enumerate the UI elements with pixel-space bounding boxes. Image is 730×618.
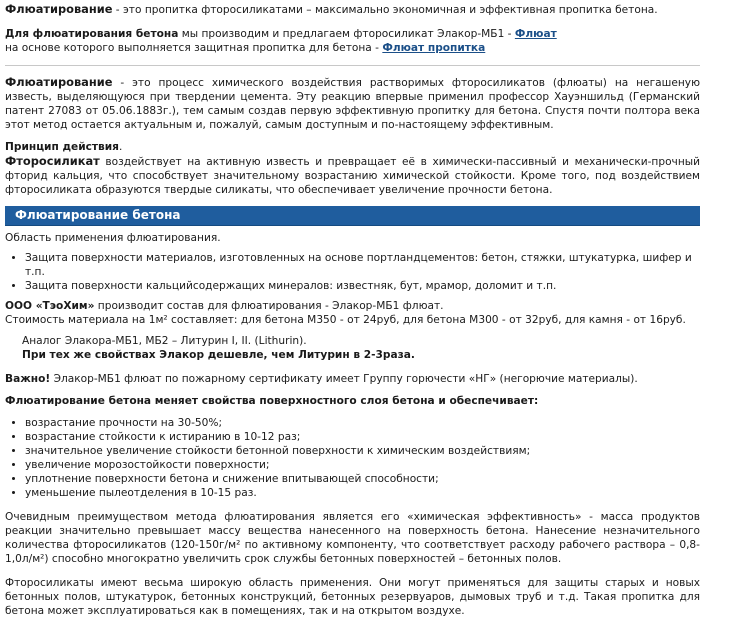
properties-heading: Флюатирование бетона меняет свойства поверхностного слоя бетона и обеспечивает: <box>5 395 539 407</box>
fluat-impregnation-link[interactable]: Флюат пропитка <box>382 42 486 54</box>
advantage-paragraph: Очевидным преимуществом метода флюатирования является его «химическая эффективность» - масса продуктов реакции значительно превышает массу вещества нанесенного на поверхность бетона. Нанесение незначительного количества фторосиликатов (120-150г/м² по активному компоненту, что соответствует расходу рабочего раствора – 0,8-1,0л/м²) способно многократно увеличить срок службы бетонных поверхностей – бетонных полов. <box>5 511 700 565</box>
list-item: • возрастание прочности на 30-50%; <box>25 416 700 430</box>
properties-list <box>5 416 700 500</box>
cost-paragraph: Стоимость материала на 1м² составляет: для бетона М350 - от 24руб, для бетона М300 - от 32руб, для камня - от 16руб. <box>5 314 686 326</box>
application-list <box>5 251 700 293</box>
list-item: • увеличение морозостойкости поверхности; <box>25 458 700 472</box>
divider <box>5 65 700 66</box>
principle-term: Фторосиликат <box>5 154 100 168</box>
analog-text: Аналог Элакора-МБ1, МБ2 – Литурин I, II. (Lithurin). <box>22 335 307 347</box>
list-item: • Защита поверхности материалов, изготовленных на основе портландцементов: бетон, стяжки, штукатурка, шифер и т.п. <box>25 251 700 279</box>
production-lead: Для флюатирования бетона <box>5 28 179 40</box>
company-text: производит состав для флюатирования - Элакор-МБ1 флюат. <box>94 300 444 312</box>
important-paragraph <box>5 372 700 386</box>
intro-text: - это пропитка фторосиликатами – максимально экономичная и эффективная пропитка бетона. <box>112 4 658 16</box>
company-name: ООО «ТэоХим» <box>5 300 95 312</box>
analog-bold: При тех же свойствах Элакор дешевле, чем Литурин в 2-3раза. <box>22 349 415 361</box>
analog-block <box>22 334 700 362</box>
fluat-link[interactable]: Флюат <box>514 28 557 40</box>
production-paragraph <box>5 27 700 55</box>
section-title-bar: Флюатирование бетона <box>5 206 700 226</box>
production-text-1: мы производим и предлагаем фторосиликат Элакор-МБ1 - <box>178 28 515 40</box>
intro-paragraph <box>5 2 700 17</box>
list-item: • Защита поверхности кальцийсодержащих минералов: известняк, бут, мрамор, доломит и т.п. <box>25 279 700 293</box>
important-label: Важно! <box>5 373 51 385</box>
principle-heading: Принцип действия. <box>5 141 123 153</box>
application-intro: Область применения флюатирования. <box>5 232 221 244</box>
list-item: • уплотнение поверхности бетона и снижение впитывающей способности; <box>25 472 700 486</box>
list-item: • значительное увеличение стойкости бетонной поверхности к химическим воздействиям; <box>25 444 700 458</box>
production-text-2: на основе которого выполняется защитная пропитка для бетона - <box>5 42 383 54</box>
definition-text: - это процесс химического воздействия растворимых фторосиликатов (флюаты) на негашеную известь, выделяющуюся при твердении цемента. Эту реакцию впервые применил профессор Хауэншильд (Германский патент 27083 от 05.06.1883г.), тем самым создав первую эффективную пропитку для бетона. Спустя почти полтора века этот метод остается актуальным и, пожалуй, самым доступным и по-настоящему эффективным. <box>5 77 700 131</box>
definition-term: Флюатирование <box>5 75 113 89</box>
principle-paragraph <box>5 154 700 197</box>
intro-term: Флюатирование <box>5 2 113 16</box>
important-text: Элакор-МБ1 флюат по пожарному сертификату имеет Группу горючести «НГ» (негорючие материалы). <box>50 373 638 385</box>
principle-text: воздействует на активную известь и превращает её в химически-пассивный и механически-прочный фторид кальция, что способствует значительному возрастанию химической стойкости. Кроме того, под воздействием фторосиликата образуются твердые силикаты, что обеспечивает увеличение прочности бетона. <box>5 156 700 196</box>
usage-paragraph: Фторосиликаты имеют весьма широкую область применения. Они могут применяться для защиты старых и новых бетонных полов, штукатурок, бетонных конструкций, бетонных резервуаров, дымовых труб и т.д. Такая пропитка для бетона может эксплуатироваться как в помещениях, так и на открытом воздухе. <box>5 577 700 617</box>
company-paragraph <box>5 299 700 313</box>
definition-paragraph <box>5 75 700 132</box>
list-item: • уменьшение пылеотделения в 10-15 раз. <box>25 486 700 500</box>
list-item: • возрастание стойкости к истиранию в 10-12 раз; <box>25 430 700 444</box>
